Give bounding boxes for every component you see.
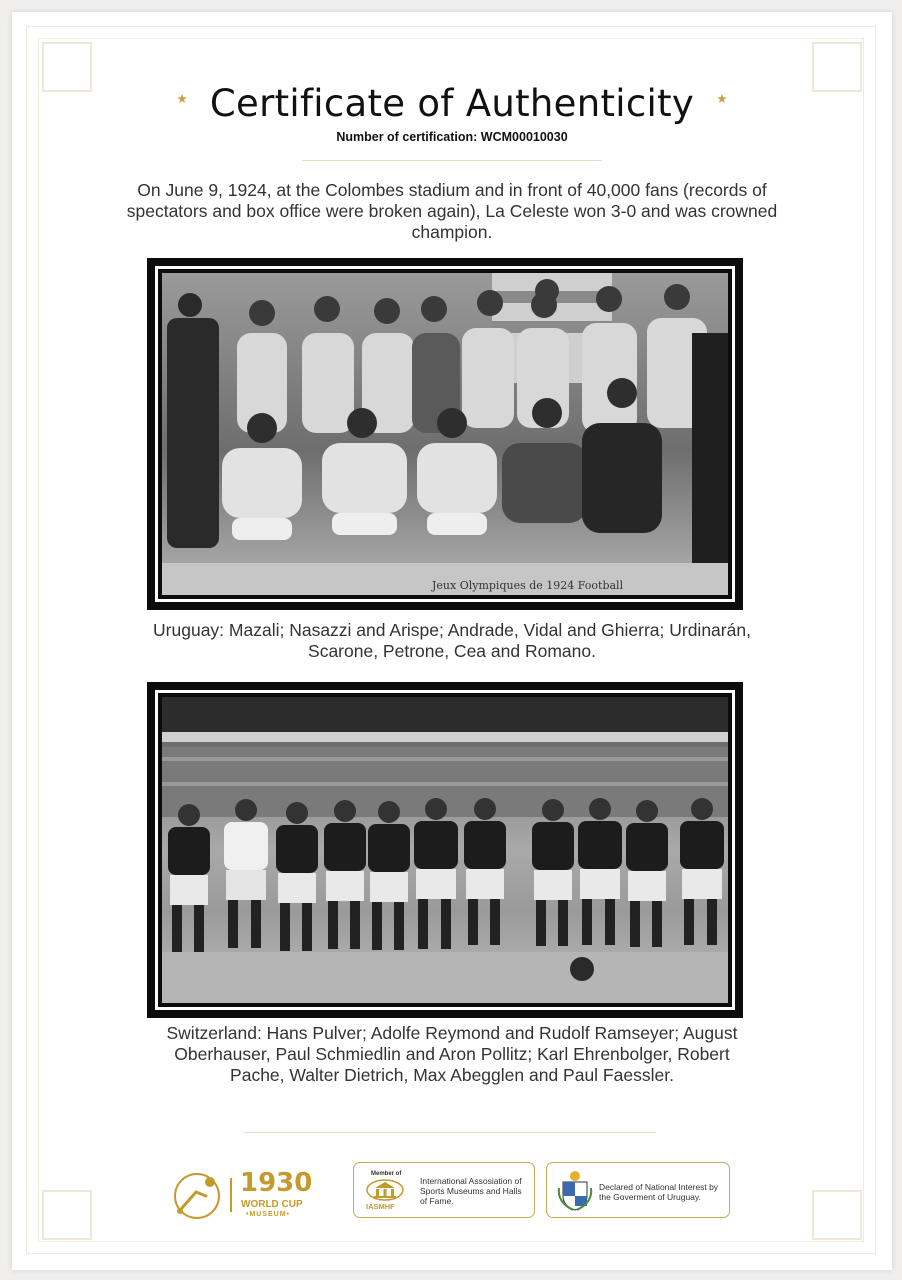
footer-logos xyxy=(12,1162,892,1224)
star-icon: ★ xyxy=(176,91,188,106)
divider xyxy=(244,1132,656,1133)
caption-uruguay: Uruguay: Mazali; Nasazzi and Arispe; Andrade, Vidal and Ghierra; Urdinarán, Scarone, Petrone, Cea and Romano. xyxy=(153,620,751,661)
logo-number: 1930 xyxy=(240,1168,313,1198)
member-of-label: Member of xyxy=(371,1171,402,1177)
logo-separator xyxy=(230,1178,232,1212)
museum-building-icon xyxy=(366,1179,404,1201)
national-interest-badge xyxy=(546,1162,730,1218)
photo-switzerland-team xyxy=(162,697,728,1003)
certification-number: Number of certification: WCM00010030 xyxy=(336,130,568,144)
football-icon xyxy=(570,957,594,981)
caption-switzerland: Switzerland: Hans Pulver; Adolfe Reymond and Rudolf Ramseyer; August Oberhauser, Paul Schmiedlin and Aron Pollitz; Karl Ehrenbolger, Robert Pache, Walter Dietrich, Max Abegglen and Paul Faessler. xyxy=(166,1023,738,1085)
iasmhf-acronym: IASMHF xyxy=(366,1202,395,1211)
photo-frame-uruguay xyxy=(147,258,743,610)
intro-paragraph: On June 9, 1924, at the Colombes stadium and in front of 40,000 fans (records of spectators and box office were broken again), La Celeste won 3-0 and was crowned champion. xyxy=(126,180,778,242)
certificate-sheet xyxy=(12,12,892,1270)
iasmhf-badge xyxy=(353,1162,535,1218)
logo-line1: WORLD CUP xyxy=(241,1199,303,1210)
divider xyxy=(302,160,602,161)
title-row xyxy=(12,78,892,128)
national-interest-text: Declared of National Interest by the Goverment of Uruguay. xyxy=(599,1182,719,1202)
page-title: Certificate of Authenticity xyxy=(209,81,695,125)
photo-frame-switzerland xyxy=(147,682,743,1018)
photo-inscription: Jeux Olympiques de 1924 Football xyxy=(432,579,624,592)
photo-uruguay-team xyxy=(162,273,728,595)
switzerland-team-image xyxy=(162,697,728,1003)
uruguay-coat-of-arms-icon xyxy=(555,1168,595,1212)
uruguay-team-image xyxy=(162,273,728,595)
football-player-icon xyxy=(170,1170,224,1222)
museum-logo xyxy=(170,1170,330,1222)
iasmhf-description: International Assosiation of Sports Museums and Halls of Fame. xyxy=(420,1176,522,1206)
star-icon: ★ xyxy=(716,91,728,106)
logo-line2: •MUSEUM• xyxy=(246,1211,291,1218)
